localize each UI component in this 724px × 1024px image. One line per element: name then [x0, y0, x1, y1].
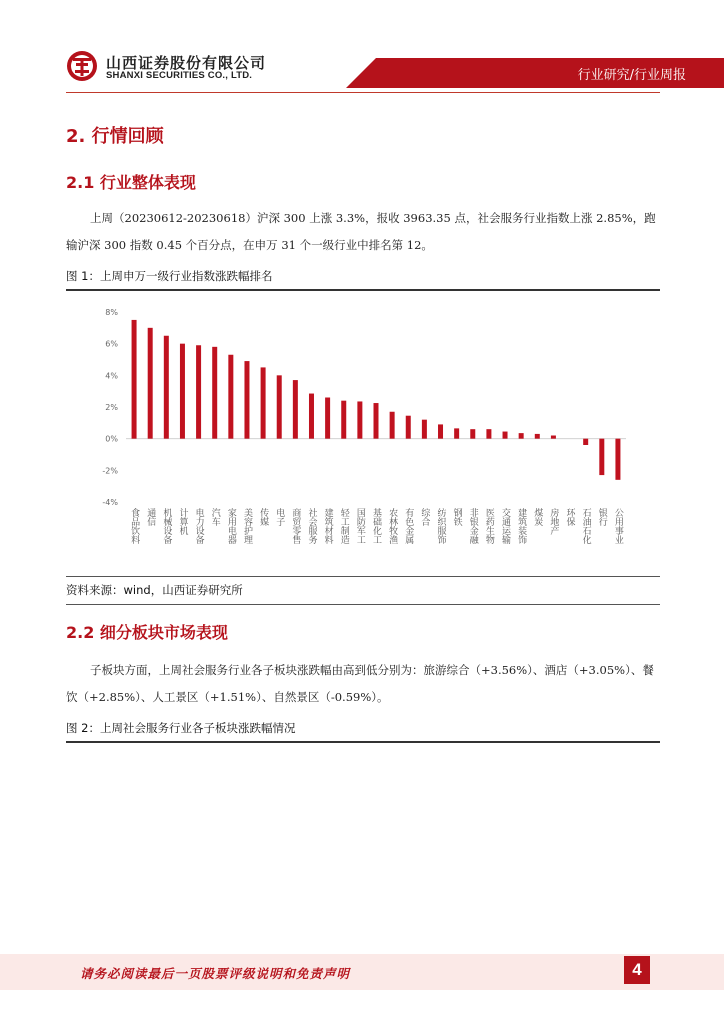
x-tick-label: 公用事业 [612, 508, 623, 544]
x-tick-label: 交通运输 [500, 508, 511, 544]
company-name-cn: 山西证券股份有限公司 [106, 54, 267, 72]
y-tick-label: 2% [105, 403, 118, 412]
bar [535, 434, 540, 439]
bar [390, 412, 395, 439]
x-tick-label: 国防军工 [354, 508, 365, 544]
y-tick-label: 4% [105, 371, 118, 381]
bar [470, 429, 475, 439]
x-tick-label: 基础化工 [371, 508, 381, 544]
section-title: 2. 行情回顾 [66, 126, 164, 147]
x-tick-label: 石油石化 [580, 508, 591, 544]
company-logo-icon [66, 50, 98, 82]
bar [277, 375, 282, 438]
x-tick-label: 房地产 [548, 508, 559, 535]
bar [599, 439, 604, 475]
y-tick-label: 8% [105, 308, 118, 317]
bar [212, 347, 217, 439]
subsection-title-segments: 2.2 细分板块市场表现 [66, 623, 228, 642]
x-tick-label: 农林牧渔 [387, 508, 398, 544]
bar [519, 433, 524, 439]
x-tick-label: 环保 [564, 508, 575, 526]
x-tick-label: 社会服务 [306, 508, 317, 544]
y-tick-label: -4% [102, 498, 118, 507]
bar [503, 432, 508, 439]
x-tick-label: 建筑材料 [322, 508, 333, 544]
bar [357, 401, 362, 438]
segments-paragraph-text: 子板块方面，上周社会服务行业各子板块涨跌幅由高到低分别为：旅游综合（+3.56%）、酒店（+3.05%）、餐饮（+2.85%）、人工景区（+1.51%）、自然景区（-0.59%）。 [66, 663, 654, 704]
x-tick-label: 传媒 [258, 508, 269, 526]
bar [164, 336, 169, 439]
bar [374, 403, 379, 439]
figure1-title: 图 1：上周申万一级行业指数涨跌幅排名 [66, 269, 273, 283]
bar [486, 429, 491, 439]
figure1-source: 资料来源：wind，山西证券研究所 [66, 583, 243, 597]
x-tick-label: 电力设备 [193, 508, 204, 544]
segments-paragraph [66, 657, 660, 711]
figure1-top-rule [66, 289, 660, 291]
bar [438, 424, 443, 438]
bar [261, 367, 266, 438]
company-name-en: SHANXI SECURITIES CO., LTD. [106, 70, 253, 81]
page-header [0, 0, 724, 100]
bar [583, 439, 588, 445]
bar [244, 361, 249, 439]
x-tick-label: 美容护理 [241, 508, 252, 544]
y-tick-label: -2% [102, 466, 118, 476]
x-tick-label: 家用电器 [225, 508, 236, 544]
x-tick-label: 有色金属 [403, 508, 414, 544]
x-tick-label: 非银金融 [467, 508, 478, 544]
bar [341, 401, 346, 439]
x-tick-label: 轻工制造 [338, 508, 349, 544]
bar [180, 344, 185, 439]
x-tick-label: 银行 [596, 508, 607, 526]
bar [293, 380, 298, 439]
bar [132, 320, 137, 439]
y-tick-label: 6% [105, 339, 118, 349]
bar [454, 428, 459, 438]
x-tick-label: 商贸零售 [290, 508, 301, 544]
bar [228, 355, 233, 439]
x-tick-label: 医药生物 [483, 508, 494, 544]
source-rule [66, 604, 660, 605]
x-tick-label: 煤炭 [532, 508, 543, 526]
x-tick-label: 电子 [274, 508, 285, 526]
bar [148, 328, 153, 439]
x-tick-label: 钢铁 [451, 508, 462, 526]
bar [422, 420, 427, 439]
subsection-title-overall: 2.1 行业整体表现 [66, 173, 196, 192]
bar [196, 345, 201, 438]
x-tick-label: 机械设备 [161, 508, 172, 544]
x-tick-label: 建筑装饰 [516, 508, 527, 544]
report-type-label: 行业研究/行业周报 [577, 68, 686, 83]
page-number: 4 [624, 956, 650, 984]
bar [615, 439, 620, 480]
x-tick-label: 计算机 [177, 508, 188, 535]
x-tick-label: 纺织服饰 [435, 508, 446, 544]
bar [406, 416, 411, 439]
x-tick-label: 通信 [145, 508, 156, 526]
industry-ranking-chart [66, 296, 660, 576]
figure2-title: 图 2：上周社会服务行业各子板块涨跌幅情况 [66, 721, 296, 735]
x-tick-label: 食品饮料 [129, 508, 140, 544]
overall-paragraph-text: 上周（20230612-20230618）沪深 300 上涨 3.3%，报收 3963.35 点，社会服务行业指数上涨 2.85%，跑输沪深 300 指数 0.45 个百分点，在申万 31 个一级行业中排名第 12。 [66, 211, 656, 252]
bar [309, 394, 314, 439]
x-tick-label: 汽车 [209, 508, 220, 526]
y-tick-label: 0% [105, 434, 118, 444]
figure1-bottom-rule [66, 576, 660, 577]
figure2-top-rule [66, 741, 660, 743]
footer-disclaimer: 请务必阅读最后一页股票评级说明和免责声明 [80, 966, 351, 981]
header-divider [66, 92, 660, 93]
overall-paragraph [66, 205, 660, 259]
bar [551, 436, 556, 439]
bar [325, 398, 330, 439]
x-tick-label: 综合 [419, 508, 430, 526]
